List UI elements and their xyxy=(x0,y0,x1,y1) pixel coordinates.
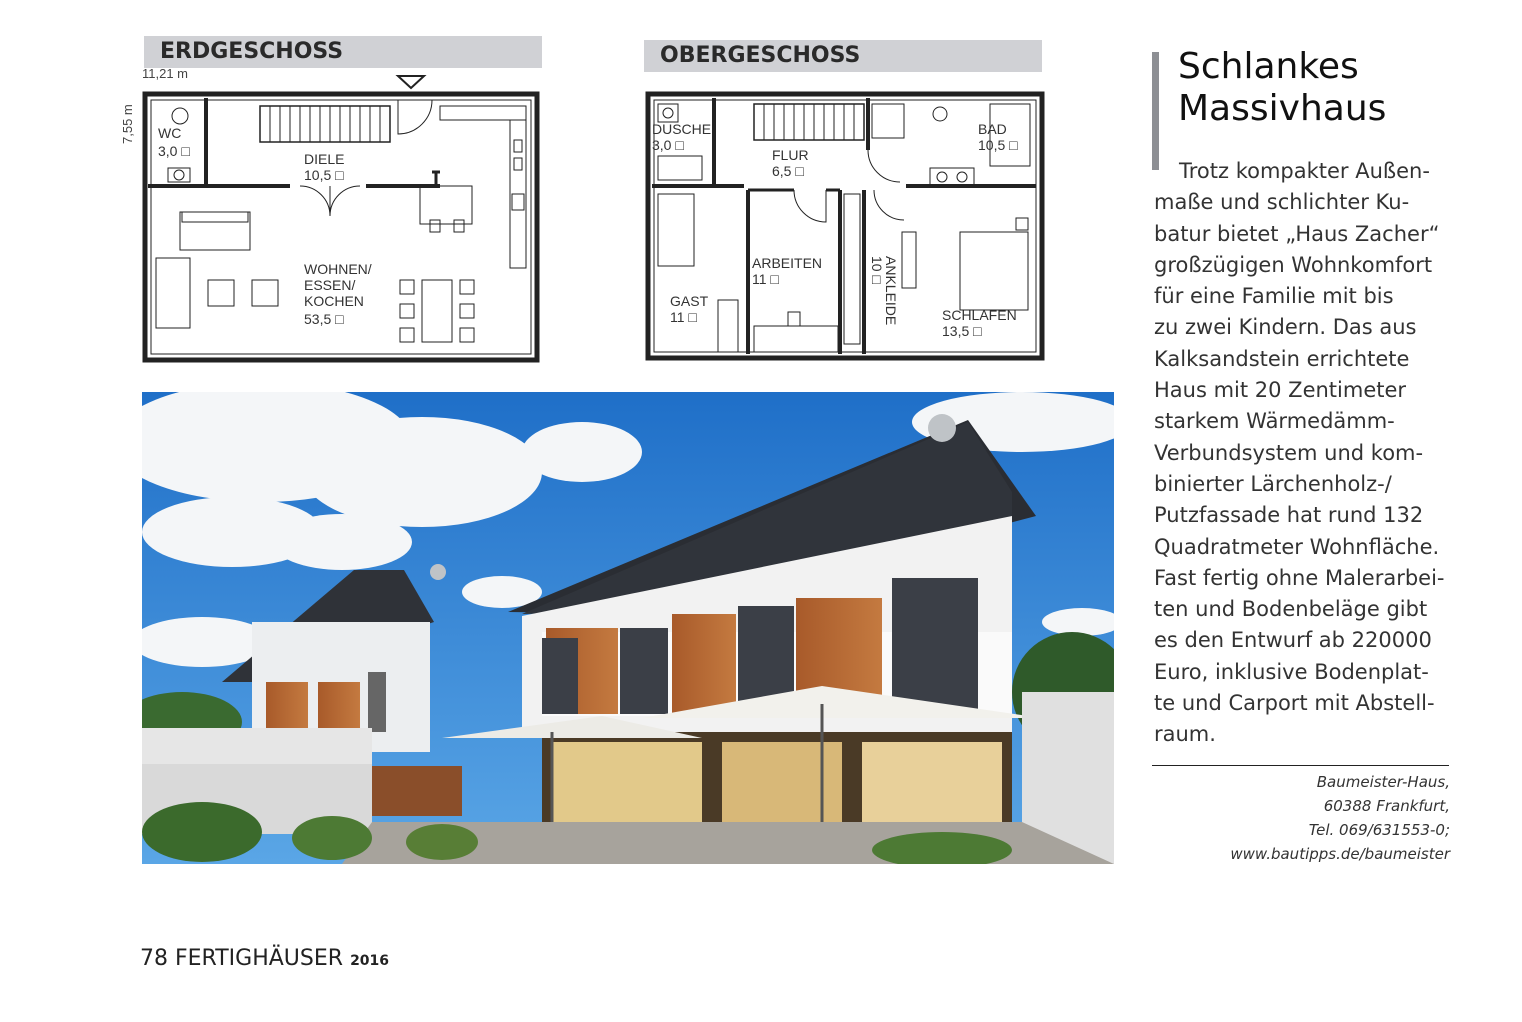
room-wc-area: 3,0 □ xyxy=(158,143,190,159)
room-gast-label: GAST xyxy=(670,293,709,309)
room-ankleide-area: 10 □ xyxy=(869,256,885,284)
contact-city: 60388 Frankfurt, xyxy=(1323,797,1450,815)
room-wohnen-label-3: KOCHEN xyxy=(304,293,364,309)
body-line: für eine Familie mit bis xyxy=(1154,284,1394,309)
ground-floor-header: ERDGESCHOSS xyxy=(144,36,542,68)
body-line: raum. xyxy=(1154,722,1216,747)
room-flur-label: FLUR xyxy=(772,147,809,163)
body-line: te und Carport mit Abstell- xyxy=(1154,691,1435,716)
room-wc-label: WC xyxy=(158,125,182,141)
body-line: Fast fertig ohne Malerarbei- xyxy=(1154,565,1445,590)
magazine-name: FERTIGHÄUSER xyxy=(175,946,344,971)
body-line: binierter Lärchenholz-/ xyxy=(1154,471,1392,496)
body-line: ten und Bodenbeläge gibt xyxy=(1154,597,1428,622)
body-line: Kalksandstein errichtete xyxy=(1154,346,1410,371)
ground-width-label: 11,21 m xyxy=(142,66,189,81)
body-line: Verbundsystem und kom- xyxy=(1154,440,1424,465)
body-line: batur bietet „Haus Zacher“ xyxy=(1154,221,1440,246)
page-number: 78 xyxy=(140,946,168,971)
house-photo xyxy=(142,392,1114,864)
room-arbeiten-label: ARBEITEN xyxy=(752,255,823,271)
title-accent-bar xyxy=(1152,52,1159,170)
room-wohnen-label-1: WOHNEN/ xyxy=(304,261,372,277)
article-title xyxy=(1178,46,1478,130)
contact-block xyxy=(1230,770,1450,866)
body-line: maße und schlichter Ku- xyxy=(1154,190,1410,215)
contact-website: www.bautipps.de/baumeister xyxy=(1230,845,1450,863)
body-line: Trotz kompakter Außen- xyxy=(1179,159,1430,183)
page-footer xyxy=(140,946,389,971)
article-title-line: Schlankes xyxy=(1178,46,1359,87)
room-bad-label: BAD xyxy=(978,121,1007,137)
article-title-line: Massivhaus xyxy=(1178,88,1387,129)
contact-divider xyxy=(1152,765,1449,766)
room-diele-area: 10,5 □ xyxy=(304,167,344,183)
body-line: zu zwei Kindern. Das aus xyxy=(1154,315,1417,340)
entrance-arrow-icon xyxy=(398,76,424,88)
article-body xyxy=(1154,156,1454,751)
contact-company: Baumeister-Haus, xyxy=(1316,773,1450,791)
magazine-year: 2016 xyxy=(350,953,390,969)
body-line: Putzfassade hat rund 132 xyxy=(1154,503,1424,528)
room-flur-area: 6,5 □ xyxy=(772,163,804,179)
body-line: starkem Wärmedämm- xyxy=(1154,409,1395,434)
body-line: Haus mit 20 Zentimeter xyxy=(1154,378,1407,403)
body-line: es den Entwurf ab 220000 xyxy=(1154,628,1432,653)
room-arbeiten-area: 11 □ xyxy=(752,271,779,287)
ground-floor-plan xyxy=(140,72,544,364)
contact-phone: Tel. 069/631553-0; xyxy=(1308,821,1450,839)
upper-floor-header: OBERGESCHOSS xyxy=(644,40,1042,72)
room-wohnen-label-2: ESSEN/ xyxy=(304,277,356,293)
ground-depth-label: 7,55 m xyxy=(120,104,135,144)
room-ankleide-label: ANKLEIDE xyxy=(883,256,899,326)
body-line: Euro, inklusive Bodenplat- xyxy=(1154,659,1429,684)
room-gast-area: 11 □ xyxy=(670,309,697,325)
upper-floor-plan xyxy=(644,90,1046,362)
room-schlafen-area: 13,5 □ xyxy=(942,323,982,339)
body-line: Quadratmeter Wohnfläche. xyxy=(1154,534,1440,559)
room-dusche-area: 3,0 □ xyxy=(652,137,684,153)
room-wohnen-area: 53,5 □ xyxy=(304,311,344,327)
room-dusche-label: DUSCHE xyxy=(652,121,712,137)
room-diele-label: DIELE xyxy=(304,151,345,167)
body-line: großzügigen Wohnkomfort xyxy=(1154,252,1433,277)
room-bad-area: 10,5 □ xyxy=(978,137,1018,153)
room-schlafen-label: SCHLAFEN xyxy=(942,307,1017,323)
